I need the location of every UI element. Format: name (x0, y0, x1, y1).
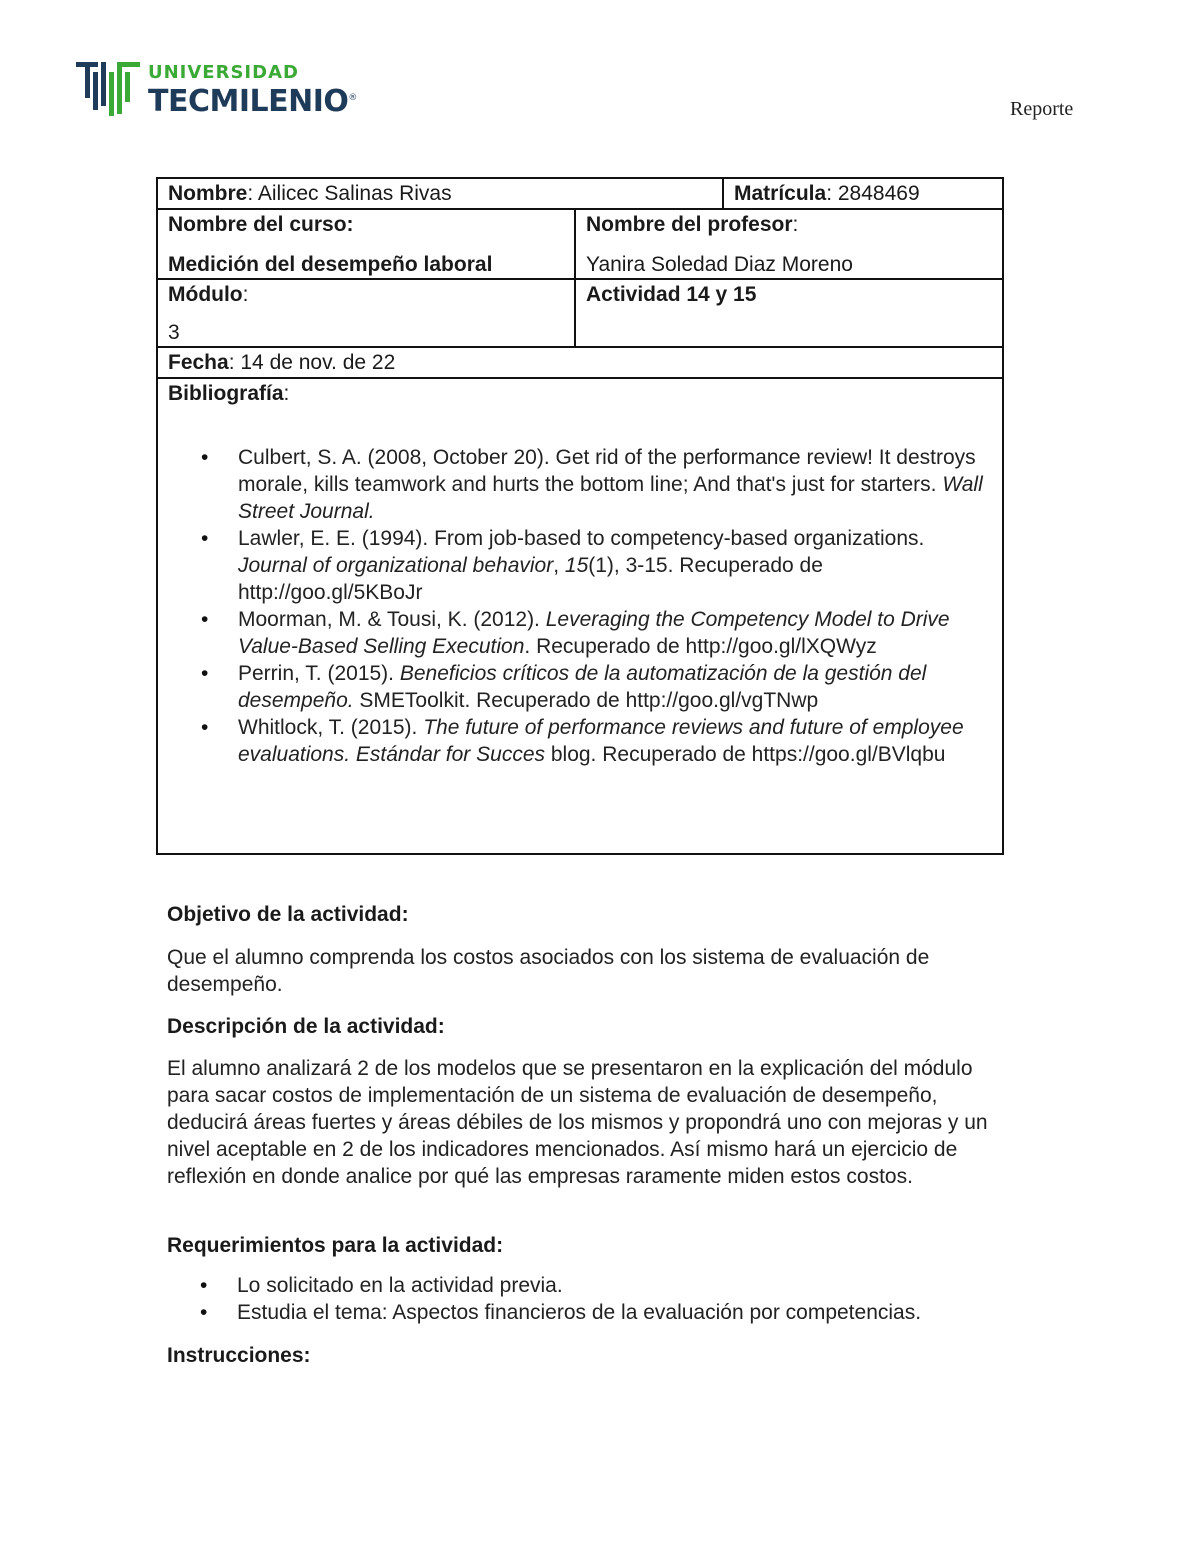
logo-line-tecmilenio: TECMILENIO® (148, 84, 357, 119)
course-value: Medición del desempeño laboral (168, 253, 493, 276)
table-row (158, 348, 1002, 379)
table-row (158, 179, 1002, 210)
activity-label: Actividad 14 y 15 (586, 283, 757, 306)
list-item: • Moorman, M. & Tousi, K. (2012). Leveraging the Competency Model to Drive Value-Based Selling Execution. Recuperado de http://goo.gl/lXQWyz (238, 606, 992, 660)
list-item: • Culbert, S. A. (2008, October 20). Get rid of the performance review! It destroys morale, kills teamwork and hurts the bottom line; And that's just for starters. Wall Street Journal. (238, 444, 992, 525)
objective-text: Que el alumno comprenda los costos asociados con los sistema de evaluación de desempeño. (167, 946, 930, 996)
student-name-cell: Nombre: Ailicec Salinas Rivas (168, 182, 452, 205)
bibliography-list (168, 444, 992, 768)
list-item: • Whitlock, T. (2015). The future of performance reviews and future of employee evaluations. Estándar for Succes blog. Recuperado de https://goo.gl/BVlqbu (238, 714, 992, 768)
bibliography-label: Bibliografía: (168, 382, 290, 405)
tecmilenio-mark-icon (76, 58, 146, 122)
university-logo (76, 58, 376, 122)
module-value: 3 (168, 321, 180, 344)
table-row (158, 379, 1002, 853)
list-item: • Lo solicitado en la actividad previa. (237, 1272, 1137, 1299)
professor-value: Yanira Soledad Diaz Moreno (586, 253, 853, 276)
course-label: Nombre del curso: (168, 213, 354, 236)
list-item: • Estudia el tema: Aspectos financieros de la evaluación por competencias. (237, 1299, 1137, 1326)
professor-label: Nombre del profesor: (586, 213, 799, 236)
document-label: Reporte (1010, 98, 1074, 120)
course-cell (158, 210, 574, 278)
student-info-table (156, 177, 1004, 855)
instructions-heading: Instrucciones: (167, 1344, 311, 1367)
list-item: • Lawler, E. E. (1994). From job-based to competency-based organizations. Journal of organizational behavior, 15(1), 3-15. Recuperado de http://goo.gl/5KBoJr (238, 525, 992, 606)
table-row (158, 210, 1002, 280)
student-id-cell: Matrícula: 2848469 (722, 179, 1002, 208)
professor-cell (574, 210, 1002, 278)
description-text: El alumno analizará 2 de los modelos que se presentaron en la explicación del módulo para sacar costos de implementación de un sistema de evaluación de desempeño, deducirá áreas fuertes y áreas débiles de los mismos y propondrá uno con mejoras y un nivel aceptable en 2 de los indicadores mencionados. Así mismo hará un ejercicio de reflexión en donde analice por qué las empresas raramente miden estos costos. (167, 1057, 988, 1188)
list-item: • Perrin, T. (2015). Beneficios críticos de la automatización de la gestión del desempeño. SMEToolkit. Recuperado de http://goo.gl/vgTNwp (238, 660, 992, 714)
bibliography-cell (158, 379, 1002, 853)
requirements-list (167, 1272, 1137, 1326)
module-cell (158, 280, 574, 346)
module-label: Módulo: (168, 283, 249, 306)
requirements-heading: Requerimientos para la actividad: (167, 1234, 504, 1257)
activity-cell (574, 280, 1002, 346)
date-cell: Fecha: 14 de nov. de 22 (168, 351, 396, 374)
table-row (158, 280, 1002, 348)
logo-line-universidad: UNIVERSIDAD (148, 62, 299, 83)
objective-heading: Objetivo de la actividad: (167, 903, 409, 926)
description-heading: Descripción de la actividad: (167, 1015, 445, 1038)
